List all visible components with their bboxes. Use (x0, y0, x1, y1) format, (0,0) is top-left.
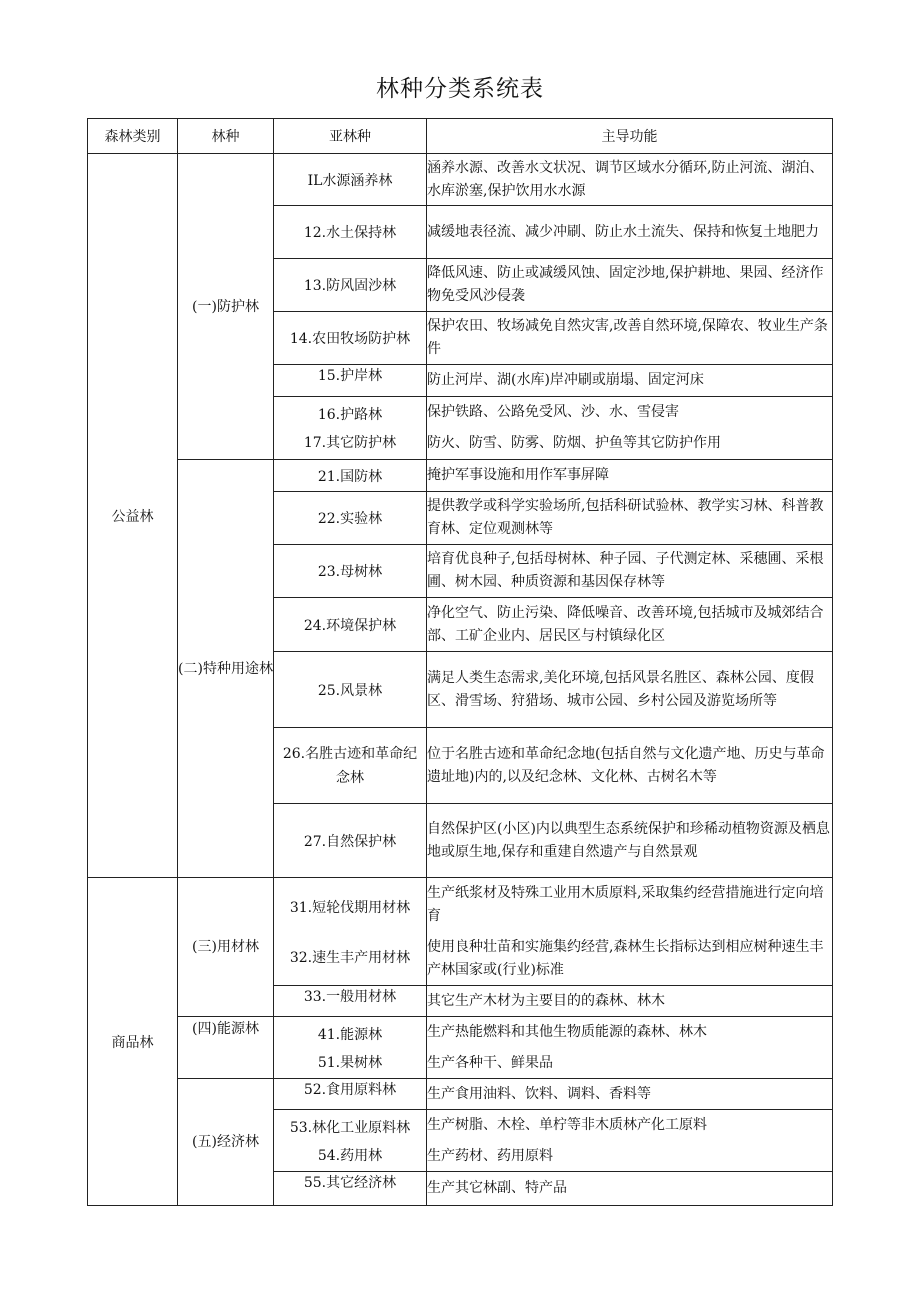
function-cell: 满足人类生态需求,美化环境,包括风景名胜区、森林公园、度假区、滑雪场、狩猎场、城市公园、乡村公园及游览场所等 (427, 652, 833, 728)
sub-type-line: 51.果树林 (317, 1054, 383, 1071)
header-function: 主导功能 (427, 119, 833, 154)
function-cell (427, 1110, 833, 1172)
sub-type-cell: 24.环境保护林 (274, 598, 427, 652)
function-line: 生产树脂、木栓、单柠等非木质林产化工原料 (427, 1116, 707, 1133)
function-line: 防火、防雪、防雾、防烟、护鱼等其它防护作用 (427, 435, 721, 451)
sub-type-cell: 14.农田牧场防护林 (274, 312, 427, 365)
function-line: 使用良种壮苗和实施集约经营,森林生长指标达到相应树种速生丰产林国家或(行业)标准 (427, 938, 824, 978)
sub-type-cell: 27.自然保护林 (274, 804, 427, 878)
table-row (88, 1079, 833, 1110)
function-cell (427, 878, 833, 986)
function-cell: 生产食用油料、饮料、调料、香料等 (427, 1079, 833, 1110)
sub-type-line: 32.速生丰产用材林 (289, 949, 411, 966)
sub-type-cell: 55.其它经济林 (274, 1172, 427, 1206)
forest-type-energy: (四)能源林 (178, 1017, 274, 1079)
header-row (88, 119, 833, 154)
sub-type-cell: 15.护岸林 (274, 365, 427, 397)
forest-type-economic: (五)经济林 (178, 1079, 274, 1206)
forest-type-special: (二)特种用途林 (178, 460, 274, 878)
sub-type-cell: 52.食用原料林 (274, 1079, 427, 1110)
sub-type-cell: 21.国防林 (274, 460, 427, 492)
category-commercial: 商品林 (88, 878, 178, 1206)
function-cell: 防止河岸、湖(水库)岸冲刷或崩塌、固定河床 (427, 365, 833, 397)
function-cell (427, 397, 833, 460)
sub-type-cell: 13.防风固沙林 (274, 259, 427, 312)
sub-type-cell: 12.水土保持林 (274, 206, 427, 259)
sub-type-cell: 22.实验林 (274, 492, 427, 545)
function-cell: 掩护军事设施和用作军事屏障 (427, 460, 833, 492)
table-row (88, 878, 833, 986)
function-cell: 降低风速、防止或减缓风蚀、固定沙地,保护耕地、果园、经济作物免受风沙侵袭 (427, 259, 833, 312)
function-line: 生产药材、药用原料 (427, 1147, 553, 1164)
function-cell: 保护农田、牧场减免自然灾害,改善自然环境,保障农、牧业生产条件 (427, 312, 833, 365)
page-title: 林种分类系统表 (376, 76, 544, 102)
sub-type-cell (274, 397, 427, 460)
function-cell: 涵养水源、改善水文状况、调节区域水分循环,防止河流、湖泊、水库淤塞,保护饮用水水源 (427, 154, 833, 206)
table-row (88, 460, 833, 492)
sub-type-cell: 33.一般用材林 (274, 986, 427, 1017)
header-sub-type: 亚林种 (274, 119, 427, 154)
sub-type-line: 17.其它防护林 (303, 435, 397, 451)
sub-type-line: 31.短轮伐期用材林 (289, 899, 411, 916)
sub-type-cell: IL水源涵养林 (274, 154, 427, 206)
function-line: 生产纸浆材及特殊工业用木质原料,采取集约经营措施进行定向培育 (427, 884, 824, 924)
sub-type-cell (274, 878, 427, 986)
function-cell: 其它生产木材为主要目的的森林、林木 (427, 986, 833, 1017)
sub-type-line: 54.药用林 (317, 1147, 383, 1164)
function-cell: 减缓地表径流、减少冲刷、防止水土流失、保持和恢复土地肥力 (427, 206, 833, 259)
forest-type-protection: (一)防护林 (178, 154, 274, 460)
category-public: 公益林 (88, 154, 178, 878)
function-line: 生产热能燃料和其他生物质能源的森林、林木 (427, 1023, 707, 1040)
function-cell: 生产其它林副、特产品 (427, 1172, 833, 1206)
table-row (88, 1017, 833, 1079)
function-cell: 自然保护区(小区)内以典型生态系统保护和珍稀动植物资源及栖息地或原生地,保存和重建自然遗产与自然景观 (427, 804, 833, 878)
sub-type-cell (274, 1110, 427, 1172)
sub-type-cell: 25.风景林 (274, 652, 427, 728)
function-line: 保护铁路、公路免受风、沙、水、雪侵害 (427, 404, 679, 420)
sub-type-cell (274, 1017, 427, 1079)
sub-type-line: 16.护路林 (317, 407, 383, 423)
table-row (88, 154, 833, 206)
function-cell: 净化空气、防止污染、降低噪音、改善环境,包括城市及城郊结合部、工矿企业内、居民区与村镇绿化区 (427, 598, 833, 652)
header-category: 森林类别 (88, 119, 178, 154)
sub-type-cell: 26.名胜古迹和革命纪念林 (274, 728, 427, 804)
function-cell (427, 1017, 833, 1079)
sub-type-cell: 23.母树林 (274, 545, 427, 598)
sub-type-line: 53.林化工业原料林 (289, 1119, 411, 1136)
function-line: 生产各种干、鲜果品 (427, 1054, 553, 1071)
function-cell: 位于名胜古迹和革命纪念地(包括自然与文化遗产地、历史与革命遗址地)内的,以及纪念林、文化林、古树名木等 (427, 728, 833, 804)
function-cell: 培育优良种子,包括母树林、种子园、子代测定林、采穗圃、采根圃、树木园、种质资源和基因保存林等 (427, 545, 833, 598)
function-cell: 提供教学或科学实验场所,包括科研试验林、教学实习林、科普教育林、定位观测林等 (427, 492, 833, 545)
header-forest-type: 林种 (178, 119, 274, 154)
sub-type-line: 41.能源林 (317, 1026, 383, 1043)
forest-classification-table (87, 118, 833, 1206)
forest-type-timber: (三)用材林 (178, 878, 274, 1017)
